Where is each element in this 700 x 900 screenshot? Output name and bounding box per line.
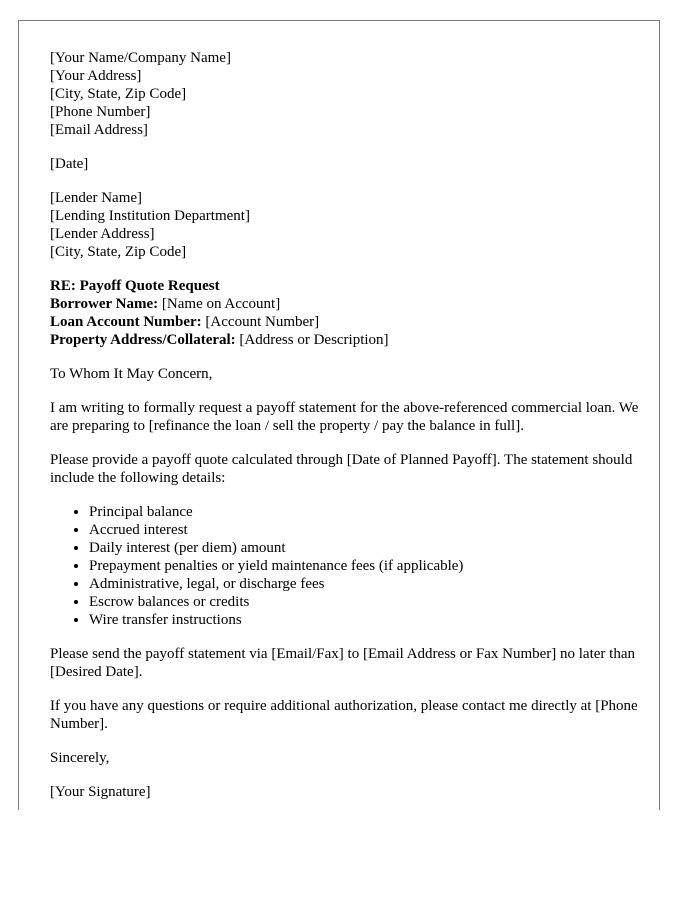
details-list: [50, 503, 640, 629]
property-label: Property Address/Collateral:: [50, 332, 236, 348]
recipient-city-state-zip: [City, State, Zip Code]: [50, 244, 187, 260]
closing: Sincerely,: [50, 750, 110, 766]
loan-line: [50, 313, 640, 331]
body-paragraph-4: If you have any questions or require additional authorization, please contact me directly at [Phone Number].: [50, 698, 638, 732]
loan-label: Loan Account Number:: [50, 314, 202, 330]
recipient-address: [Lender Address]: [50, 226, 155, 242]
borrower-value: [Name on Account]: [161, 296, 281, 312]
recipient-block: [50, 189, 640, 261]
sender-phone: [Phone Number]: [50, 104, 151, 120]
body-paragraph-3: Please send the payoff statement via [Email/Fax] to [Email Address or Fax Number] no later than [Desired Date].: [50, 646, 635, 680]
list-item: • Administrative, legal, or discharge fees: [89, 575, 640, 593]
recipient-department: [Lending Institution Department]: [50, 208, 250, 224]
sender-address: [Your Address]: [50, 68, 142, 84]
date-block: [50, 155, 640, 173]
list-item: • Daily interest (per diem) amount: [89, 539, 640, 557]
borrower-line: [50, 295, 640, 313]
list-item: • Wire transfer instructions: [89, 611, 640, 629]
body-paragraph-1: I am writing to formally request a payoff statement for the above-referenced commercial loan. We are preparing to [refinance the loan / sell the property / pay the balance in full].: [50, 400, 639, 434]
letter-page: [18, 20, 660, 810]
list-item: • Accrued interest: [89, 521, 640, 539]
salutation: To Whom It May Concern,: [50, 366, 213, 382]
sender-city-state-zip: [City, State, Zip Code]: [50, 86, 187, 102]
sender-name: [Your Name/Company Name]: [50, 50, 231, 66]
letter-date: [Date]: [50, 156, 89, 172]
recipient-name: [Lender Name]: [50, 190, 143, 206]
body-paragraph-2: Please provide a payoff quote calculated through [Date of Planned Payoff]. The statement should include the following details:: [50, 452, 633, 486]
property-value: [Address or Description]: [239, 332, 389, 348]
sender-block: [50, 49, 640, 139]
reference-block: [50, 277, 640, 349]
list-item: • Prepayment penalties or yield maintenance fees (if applicable): [89, 557, 640, 575]
list-item: • Principal balance: [89, 503, 640, 521]
loan-value: [Account Number]: [205, 314, 320, 330]
sender-email: [Email Address]: [50, 122, 148, 138]
re-line: [50, 277, 640, 295]
letter-content: [50, 49, 640, 817]
signature: [Your Signature]: [50, 784, 151, 800]
list-item: • Escrow balances or credits: [89, 593, 640, 611]
re-line-text: RE: Payoff Quote Request: [50, 278, 220, 294]
property-line: [50, 331, 640, 349]
borrower-label: Borrower Name:: [50, 296, 159, 312]
